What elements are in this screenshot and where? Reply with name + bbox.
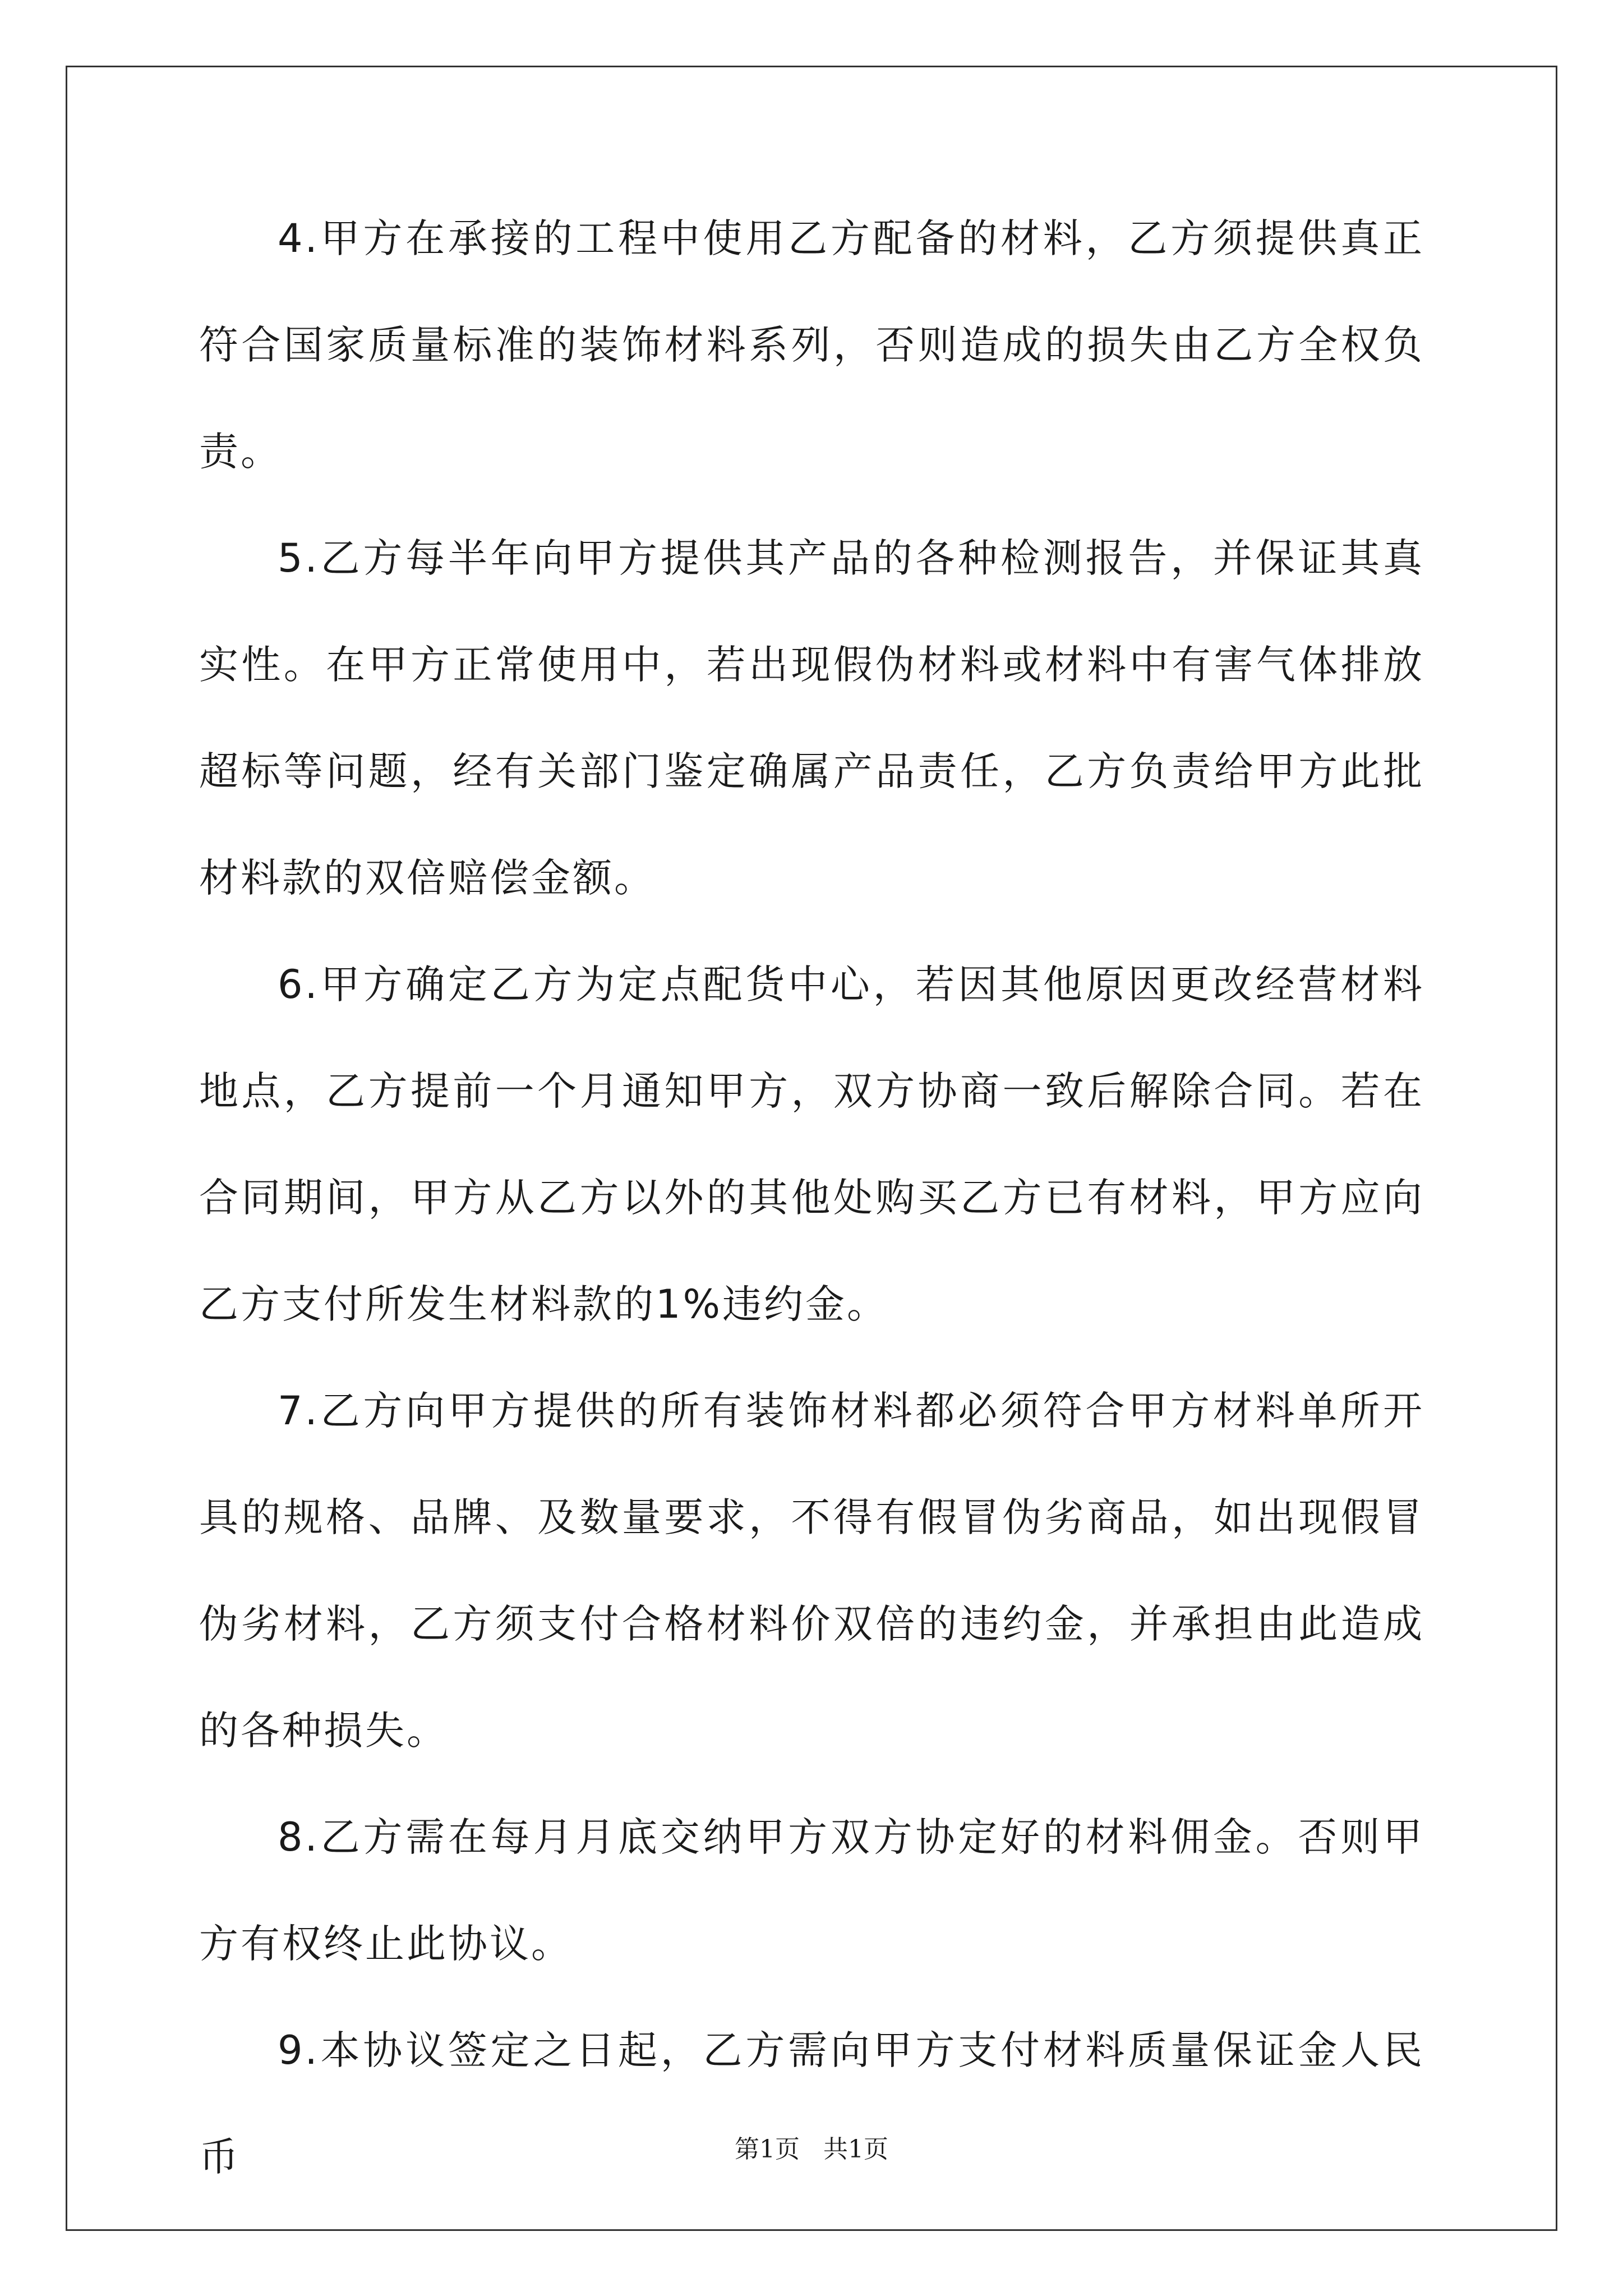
paragraph-clause-8: 8.乙方需在每月月底交纳甲方双方协定好的材料佣金。否则甲方有权终止此协议。 (199, 1814, 1424, 1967)
paragraph-clause-6: 6.甲方确定乙方为定点配货中心，若因其他原因更改经营材料地点，乙方提前一个月通知甲方，双方协商一致后解除合同。若在合同期间，甲方从乙方以外的其他处购买乙方已有材料，甲方应向乙方支付所发生材料款的1%违约金。 (199, 961, 1424, 1327)
paragraph-clause-5: 5.乙方每半年向甲方提供其产品的各种检测报告，并保证其真实性。在甲方正常使用中，若出现假伪材料或材料中有害气体排放超标等问题，经有关部门鉴定确属产品责任，乙方负责给甲方此批材料款的双倍赔偿金额。 (199, 535, 1424, 901)
page-number-footer: 第1页 共1页 (735, 2135, 888, 2164)
paragraph-clause-9: 9.本协议签定之日起，乙方需向甲方支付材料质量保证金人民币 (199, 2027, 1424, 2180)
paragraph-clause-7: 7.乙方向甲方提供的所有装饰材料都必须符合甲方材料单所开具的规格、品牌、及数量要求，不得有假冒伪劣商品，如出现假冒伪劣材料，乙方须支付合格材料价双倍的违约金，并承担由此造成的各种损失。 (199, 1388, 1424, 1754)
document-body (199, 185, 1424, 2210)
paragraph-clause-4: 4.甲方在承接的工程中使用乙方配备的材料，乙方须提供真正符合国家质量标准的装饰材料系列，否则造成的损失由乙方全权负责。 (199, 215, 1424, 475)
